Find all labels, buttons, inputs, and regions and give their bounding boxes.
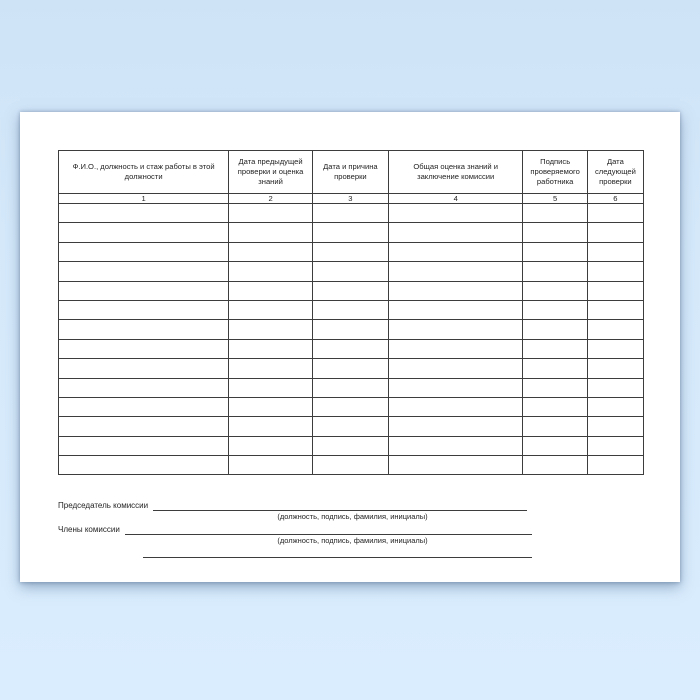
table-cell <box>587 456 643 475</box>
table-cell <box>587 320 643 339</box>
table-cell <box>388 262 523 281</box>
column-number: 4 <box>388 194 523 204</box>
members-signature-line-2 <box>143 546 532 558</box>
table-row <box>59 223 644 242</box>
table-cell <box>312 300 388 319</box>
table-cell <box>388 397 523 416</box>
table-cell <box>587 417 643 436</box>
column-number: 5 <box>523 194 587 204</box>
table-cell <box>587 359 643 378</box>
table-cell <box>229 417 313 436</box>
column-header-signature: Подпись проверяемого работника <box>523 151 587 194</box>
table-cell <box>59 281 229 300</box>
table-cell <box>59 417 229 436</box>
table-cell <box>388 339 523 358</box>
table-cell <box>523 300 587 319</box>
table-cell <box>523 397 587 416</box>
table-cell <box>523 204 587 223</box>
table-row <box>59 300 644 319</box>
table-cell <box>229 262 313 281</box>
table-cell <box>388 223 523 242</box>
chairman-label: Председатель комиссии <box>58 501 149 510</box>
table-cell <box>388 300 523 319</box>
table-cell <box>59 378 229 397</box>
table-cell <box>59 320 229 339</box>
table-cell <box>59 223 229 242</box>
table-cell <box>229 378 313 397</box>
table-cell <box>229 204 313 223</box>
table-header-row <box>59 151 644 194</box>
column-number: 3 <box>312 194 388 204</box>
table-cell <box>523 320 587 339</box>
table-cell <box>59 204 229 223</box>
column-number: 1 <box>59 194 229 204</box>
table-cell <box>388 436 523 455</box>
table-cell <box>587 397 643 416</box>
signature-caption: (должность, подпись, фамилия, инициалы) <box>277 536 428 545</box>
chairman-signature-row <box>58 498 532 511</box>
column-header-next-check: Дата следующей проверки <box>587 151 643 194</box>
table-cell <box>312 204 388 223</box>
table-cell <box>59 456 229 475</box>
table-cell <box>312 262 388 281</box>
table-cell <box>229 242 313 261</box>
table-cell <box>59 339 229 358</box>
table-cell <box>229 320 313 339</box>
table-cell <box>523 417 587 436</box>
table-cell <box>229 397 313 416</box>
column-header-overall-assessment: Общая оценка знаний и заключение комиссии <box>388 151 523 194</box>
table-cell <box>229 339 313 358</box>
column-number-row <box>59 194 644 204</box>
table-cell <box>312 417 388 436</box>
table-cell <box>388 359 523 378</box>
table-cell <box>229 436 313 455</box>
table-row <box>59 397 644 416</box>
table-cell <box>59 359 229 378</box>
table-cell <box>229 300 313 319</box>
table-cell <box>523 242 587 261</box>
signature-block <box>58 498 532 558</box>
table-cell <box>312 281 388 300</box>
table-cell <box>587 378 643 397</box>
table-cell <box>523 378 587 397</box>
table-row <box>59 242 644 261</box>
table-cell <box>312 436 388 455</box>
table-cell <box>312 359 388 378</box>
table-cell <box>523 436 587 455</box>
table-cell <box>312 242 388 261</box>
table-cell <box>312 378 388 397</box>
table-cell <box>523 339 587 358</box>
column-header-date-reason: Дата и причина проверки <box>312 151 388 194</box>
table-cell <box>388 378 523 397</box>
table-cell <box>523 359 587 378</box>
table-cell <box>587 281 643 300</box>
column-header-fio: Ф.И.О., должность и стаж работы в этой должности <box>59 151 229 194</box>
document-page <box>20 112 680 582</box>
table-cell <box>388 204 523 223</box>
table-cell <box>312 339 388 358</box>
table-cell <box>229 456 313 475</box>
members-label: Члены комиссии <box>58 525 120 534</box>
table-cell <box>312 456 388 475</box>
table-cell <box>312 397 388 416</box>
table-cell <box>388 320 523 339</box>
knowledge-check-log-table <box>58 150 644 475</box>
table-cell <box>587 262 643 281</box>
table-row <box>59 378 644 397</box>
table-cell <box>388 281 523 300</box>
table-row <box>59 456 644 475</box>
table-cell <box>587 339 643 358</box>
table-cell <box>587 300 643 319</box>
table-cell <box>59 300 229 319</box>
table-row <box>59 320 644 339</box>
table-row <box>59 359 644 378</box>
table-cell <box>312 223 388 242</box>
table-cell <box>587 204 643 223</box>
table-cell <box>59 436 229 455</box>
table-cell <box>523 223 587 242</box>
table-cell <box>523 281 587 300</box>
table-cell <box>587 436 643 455</box>
table-cell <box>229 359 313 378</box>
column-number: 2 <box>229 194 313 204</box>
table-cell <box>388 456 523 475</box>
table-cell <box>59 397 229 416</box>
signature-caption: (должность, подпись, фамилия, инициалы) <box>277 512 428 521</box>
table-row <box>59 436 644 455</box>
table-cell <box>59 242 229 261</box>
table-cell <box>587 242 643 261</box>
table-cell <box>388 417 523 436</box>
table-body <box>59 204 644 475</box>
table-cell <box>587 223 643 242</box>
column-number: 6 <box>587 194 643 204</box>
table-cell <box>523 262 587 281</box>
table-cell <box>388 242 523 261</box>
table-cell <box>523 456 587 475</box>
table-row <box>59 281 644 300</box>
table-row <box>59 262 644 281</box>
table-cell <box>59 262 229 281</box>
members-signature-row <box>58 522 532 535</box>
table-row <box>59 417 644 436</box>
table-cell <box>229 281 313 300</box>
table-row <box>59 339 644 358</box>
table-cell <box>312 320 388 339</box>
table-cell <box>229 223 313 242</box>
column-header-previous-check: Дата предыдущей проверки и оценка знаний <box>229 151 313 194</box>
table-row <box>59 204 644 223</box>
